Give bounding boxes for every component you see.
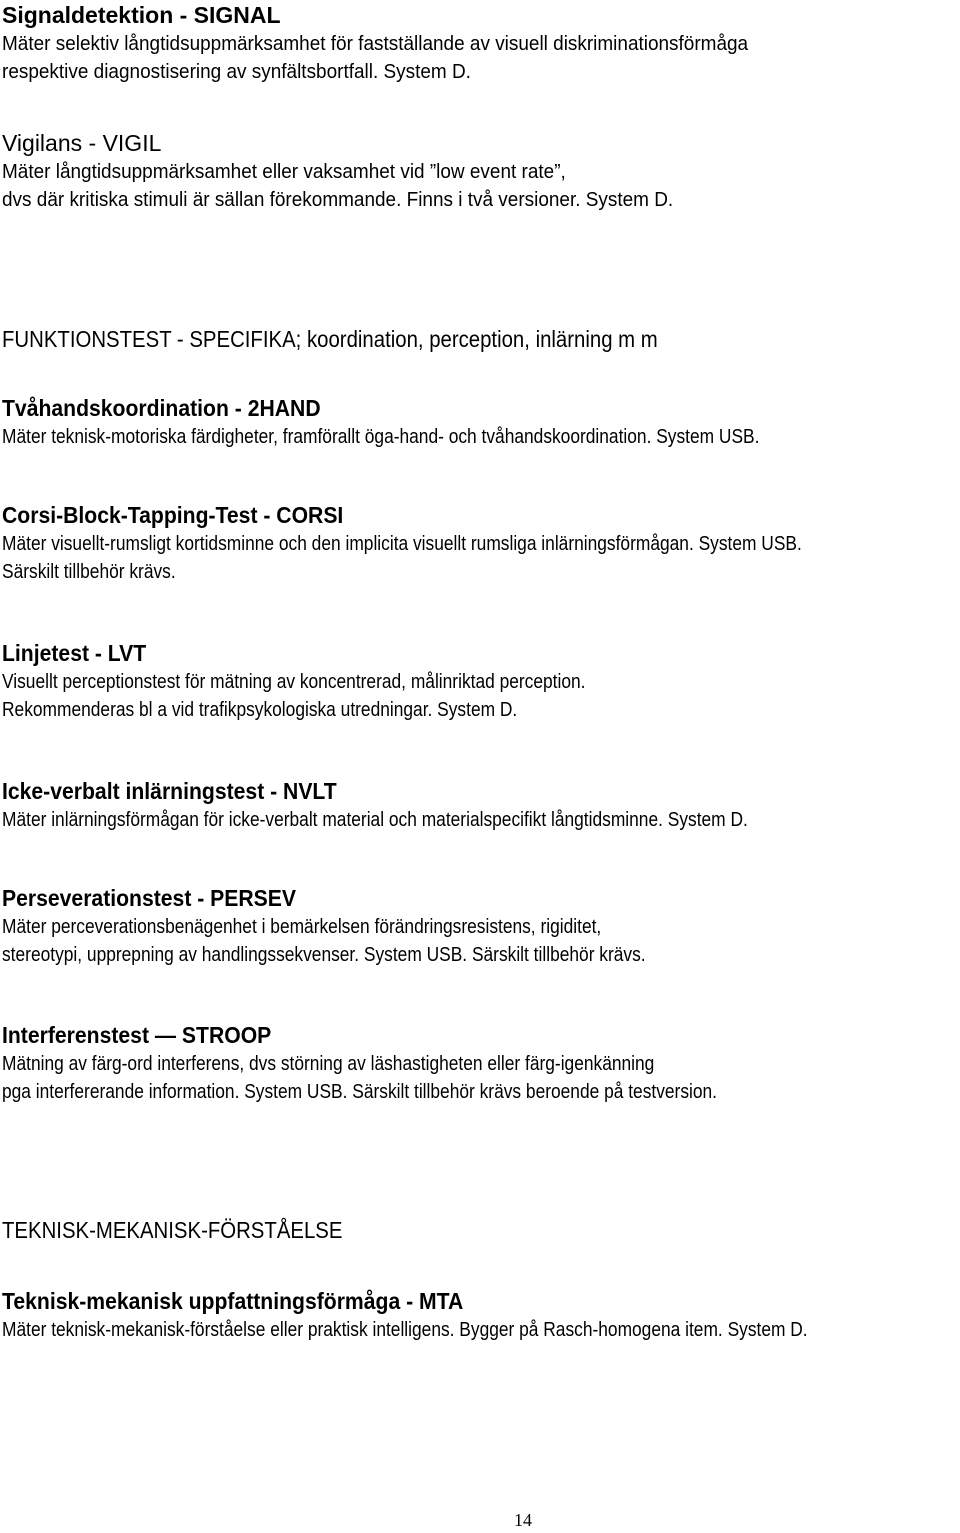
entry-title: Signaldetektion - SIGNAL	[2, 2, 281, 28]
entry-description: Visuellt perceptionstest för mätning av koncentrerad, målinriktad perception.	[2, 671, 586, 693]
entry-stroop	[2, 1020, 826, 1106]
section-title: FUNKTIONSTEST - SPECIFIKA; koordination, perception, inlärning m m	[2, 326, 658, 352]
entry-title: Vigilans - VIGIL	[2, 130, 162, 156]
entry-title: Tvåhandskoordination - 2HAND	[2, 395, 321, 421]
page-number: 14	[514, 1510, 532, 1530]
entry-lvt	[2, 638, 674, 724]
entry-mta	[2, 1286, 930, 1344]
entry-description: Mäter visuellt-rumsligt kortidsminne och den implicita visuellt rumsliga inlärningsförmågan. System USB.	[2, 533, 802, 555]
entry-description: stereotypi, upprepning av handlingssekvenser. System USB. Särskilt tillbehör krävs.	[2, 944, 646, 966]
entry-title: Perseverationstest - PERSEV	[2, 885, 297, 911]
entry-signal	[2, 0, 789, 86]
entry-description: Mätning av färg-ord interferens, dvs störning av läshastigheten eller färg-igenkänning	[2, 1053, 655, 1075]
entry-vigil	[2, 128, 710, 214]
entry-description: Mäter inlärningsförmågan för icke-verbalt material och materialspecifikt långtidsminne. System D.	[2, 809, 748, 831]
section-heading-teknisk	[2, 1215, 387, 1245]
entry-description: dvs där kritiska stimuli är sällan förekommande. Finns i två versioner. System D.	[2, 189, 674, 211]
entry-description: Rekommenderas bl a vid trafikpsykologiska utredningar. System D.	[2, 699, 518, 721]
section-title: TEKNISK-MEKANISK-FÖRSTÅELSE	[2, 1217, 343, 1243]
entry-description: Mäter teknisk-motoriska färdigheter, framförallt öga-hand- och tvåhandskoordination. System USB.	[2, 426, 760, 448]
entry-title: Corsi-Block-Tapping-Test - CORSI	[2, 502, 344, 528]
entry-2hand	[2, 393, 875, 451]
entry-title: Interferenstest — STROOP	[2, 1022, 272, 1048]
entry-title: Teknisk-mekanisk uppfattningsförmåga - MTA	[2, 1288, 464, 1314]
entry-description: Mäter långtidsuppmärksamhet eller vaksamhet vid ”low event rate”,	[2, 161, 566, 183]
entry-description: Mäter perceverationsbenägenhet i bemärkelsen förändringsresistens, rigiditet,	[2, 916, 602, 938]
entry-description: Särskilt tillbehör krävs.	[2, 561, 176, 583]
entry-corsi	[2, 500, 923, 586]
section-heading-funktionstest	[2, 324, 743, 354]
entry-description: Mäter selektiv långtidsuppmärksamhet för fastställande av visuell diskriminationsförmåga	[2, 33, 749, 55]
entry-description: Mäter teknisk-mekanisk-förståelse eller praktisk intelligens. Bygger på Rasch-homogena item. System D.	[2, 1319, 808, 1341]
entry-description: respektive diagnostisering av synfältsbortfall. System D.	[2, 61, 471, 83]
entry-persev	[2, 883, 743, 969]
entry-title: Icke-verbalt inlärningstest - NVLT	[2, 778, 337, 804]
entry-nvlt	[2, 776, 861, 834]
entry-title: Linjetest - LVT	[2, 640, 147, 666]
entry-description: pga interfererande information. System USB. Särskilt tillbehör krävs beroende på testversion.	[2, 1081, 718, 1103]
